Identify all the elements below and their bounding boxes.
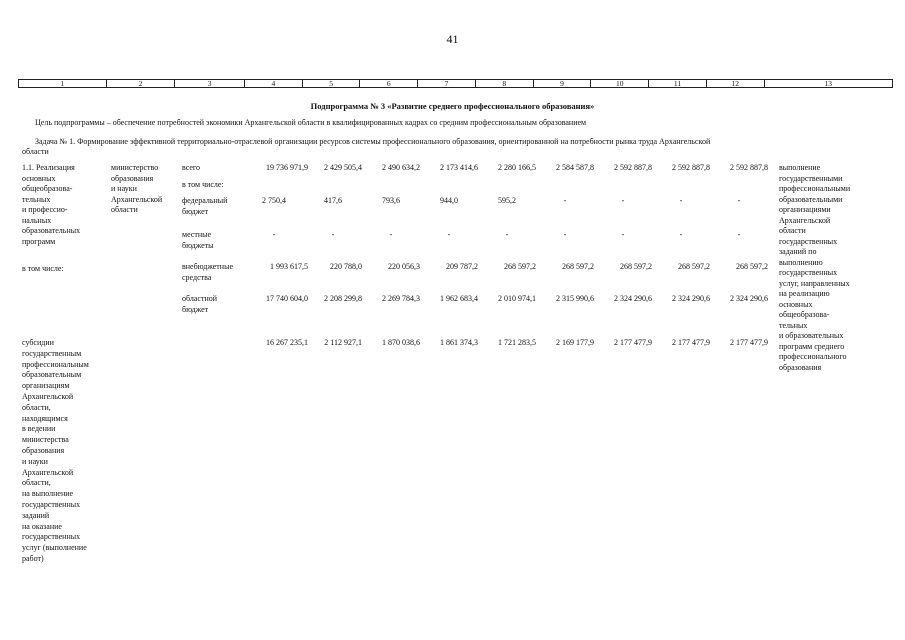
- value-cell: 220 788,0: [330, 262, 362, 271]
- value-cell: 2 592 887,8: [672, 163, 710, 172]
- value-cell: 268 597,2: [562, 262, 594, 271]
- subprogram-title: Подпрограмма № 3 «Развитие среднего профессионального образования»: [310, 101, 595, 111]
- value-cell: 2 750,4: [262, 196, 286, 205]
- column-number: 6: [360, 80, 418, 87]
- value-cell: 417,6: [324, 196, 342, 205]
- value-cell: 1 721 283,5: [498, 338, 536, 347]
- including-label: в том числе:: [22, 264, 64, 273]
- value-cell: -: [737, 230, 741, 239]
- value-cell: -: [679, 196, 683, 205]
- value-cell: -: [621, 230, 625, 239]
- funding-source: в том числе:: [182, 180, 224, 189]
- column-number: 9: [534, 80, 592, 87]
- column-number: 10: [591, 80, 649, 87]
- column-number: 11: [649, 80, 707, 87]
- value-cell: 1 870 038,6: [382, 338, 420, 347]
- value-cell: 268 597,2: [504, 262, 536, 271]
- funding-source: областной бюджет: [182, 294, 218, 314]
- value-cell: -: [447, 230, 451, 239]
- column-number: 5: [303, 80, 361, 87]
- value-cell: 2 112 927,1: [324, 338, 362, 347]
- value-cell: 944,0: [440, 196, 458, 205]
- executor: министерство образования и науки Архангельской области: [111, 163, 163, 214]
- value-cell: 209 787,2: [446, 262, 478, 271]
- column-number: 3: [175, 80, 245, 87]
- column-number: 2: [107, 80, 176, 87]
- value-cell: 2 208 299,8: [324, 294, 362, 303]
- value-cell: 2 429 505,4: [324, 163, 362, 172]
- page-number: 41: [446, 32, 459, 46]
- value-cell: -: [331, 230, 335, 239]
- value-cell: 16 267 235,1: [266, 338, 308, 347]
- value-cell: 1 993 617,5: [270, 262, 308, 271]
- value-cell: 2 269 784,3: [382, 294, 420, 303]
- expected-result: выполнение государственными профессиональными образовательными организациями Архангельской области государственных заданий по выполнению государственных услуг, направленных на реализацию основных общеобразова- тельных и образовательных программ среднего профессионального образования: [779, 163, 851, 372]
- value-cell: 2 324 290,6: [672, 294, 710, 303]
- value-cell: 2 584 587,8: [556, 163, 594, 172]
- value-cell: 2 324 290,6: [730, 294, 768, 303]
- value-cell: -: [563, 230, 567, 239]
- funding-source: федеральный бюджет: [182, 196, 228, 216]
- value-cell: 2 177 477,9: [672, 338, 710, 347]
- column-number: 8: [476, 80, 534, 87]
- value-cell: 2 169 177,9: [556, 338, 594, 347]
- value-cell: 2 490 634,2: [382, 163, 420, 172]
- value-cell: -: [621, 196, 625, 205]
- value-cell: 2 592 887,8: [730, 163, 768, 172]
- funding-source: местные бюджеты: [182, 230, 214, 250]
- value-cell: 2 280 166,5: [498, 163, 536, 172]
- value-cell: 220 056,3: [388, 262, 420, 271]
- funding-source: внебюджетные средства: [182, 262, 233, 282]
- value-cell: 595,2: [498, 196, 516, 205]
- column-number: 13: [824, 79, 833, 88]
- value-cell: 268 597,2: [620, 262, 652, 271]
- value-cell: 2 592 887,8: [614, 163, 652, 172]
- value-cell: 2 173 414,6: [440, 163, 478, 172]
- column-number: 1: [19, 80, 107, 87]
- activity-name: 1.1. Реализация основных общеобразова- тельных и профессио- нальных образовательных программ: [22, 163, 81, 246]
- value-cell: 793,6: [382, 196, 400, 205]
- value-cell: 1 861 374,3: [440, 338, 478, 347]
- value-cell: -: [389, 230, 393, 239]
- value-cell: 2 177 477,9: [614, 338, 652, 347]
- task-heading: Задача № 1. Формирование эффективной территориально-отраслевой организации ресурсов системы профессионального образования, ориентированной на потребности рынка труда Архангельской: [35, 137, 711, 146]
- task-heading-continued: области: [22, 147, 49, 156]
- value-cell: 2 010 974,1: [498, 294, 536, 303]
- value-cell: 268 597,2: [736, 262, 768, 271]
- value-cell: -: [563, 196, 567, 205]
- subsidy-description: субсидии государственным профессиональным образовательным организациям Архангельской области, находящимся в ведении министерства образования и науки Архангельской области, на выполнение государственных заданий на оказание государственных услуг (выполнение работ): [22, 338, 89, 563]
- column-number: 4: [245, 80, 303, 87]
- column-number: 12: [707, 80, 765, 87]
- funding-source: всего: [182, 163, 201, 172]
- value-cell: 17 740 604,0: [266, 294, 308, 303]
- column-number-header: [18, 79, 893, 88]
- value-cell: 2 177 477,9: [730, 338, 768, 347]
- program-goal: Цель подпрограммы – обеспечение потребностей экономики Архангельской области в квалифицированных кадрах со средним профессиональным образованием: [35, 118, 587, 127]
- value-cell: -: [737, 196, 741, 205]
- column-number: 7: [418, 80, 476, 87]
- value-cell: 2 324 290,6: [614, 294, 652, 303]
- value-cell: 2 315 990,6: [556, 294, 594, 303]
- value-cell: 19 736 971,9: [266, 163, 308, 172]
- value-cell: 1 962 683,4: [440, 294, 478, 303]
- value-cell: -: [679, 230, 683, 239]
- value-cell: -: [272, 230, 276, 239]
- value-cell: 268 597,2: [678, 262, 710, 271]
- value-cell: -: [505, 230, 509, 239]
